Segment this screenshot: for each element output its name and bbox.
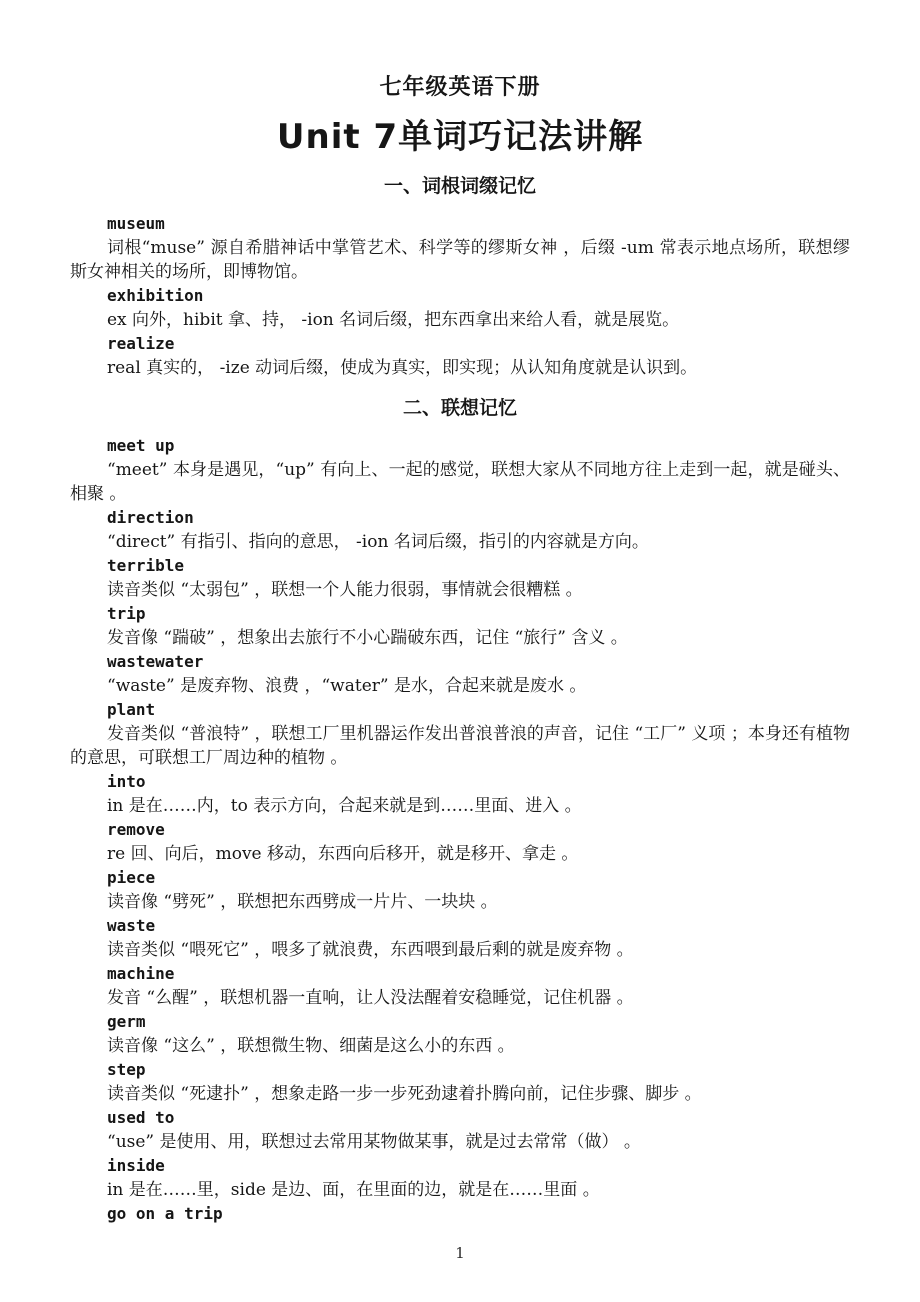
section: [70, 173, 850, 380]
vocab-entry: [70, 284, 850, 332]
entry-word: plant: [107, 700, 156, 719]
vocab-entry: [70, 962, 850, 1010]
entry-word: meet up: [107, 436, 175, 455]
entry-desc: 读音类似 “喂死它” ，喂多了就浪费，东西喂到最后剩的就是废弃物 。: [107, 940, 634, 960]
vocab-entry: [70, 332, 850, 380]
entry-word: inside: [107, 1156, 165, 1175]
entry-desc: 读音类似 “死逮扑” ，想象走路一步一步死劲逮着扑腾向前，记住步骤、脚步 。: [107, 1084, 702, 1104]
entry-desc: 读音类似 “太弱包” ，联想一个人能力很弱，事情就会很糟糕 。: [107, 580, 583, 600]
entry-desc: real 真实的， -ize 动词后缀，使成为真实，即实现；从认知角度就是认识到。: [107, 358, 698, 378]
entry-desc: 读音像 “劈死” ，联想把东西劈成一片片、一块块 。: [107, 892, 498, 912]
entry-desc: ex 向外，hibit 拿、持， -ion 名词后缀，把东西拿出来给人看，就是展览。: [107, 310, 680, 330]
doc-subtitle: 七年级英语下册: [379, 75, 541, 100]
vocab-entry: [70, 1106, 850, 1154]
section-heading: 二、联想记忆: [402, 397, 517, 419]
entry-desc: 发音像 “踹破” ，想象出去旅行不小心踹破东西，记住 “旅行” 含义 。: [107, 628, 628, 648]
entry-word: into: [107, 772, 146, 791]
sections: [70, 173, 850, 1226]
entry-desc: in 是在……内，to 表示方向，合起来就是到……里面、进入 。: [107, 796, 582, 816]
vocab-entry: [70, 866, 850, 914]
entry-word: go on a trip: [107, 1204, 223, 1223]
vocab-entry: [70, 434, 850, 506]
entry-desc: 发音 “么醒” ，联想机器一直响，让人没法醒着安稳睡觉，记住机器 。: [107, 988, 634, 1008]
entry-desc: “meet” 本身是遇见，“up” 有向上、一起的感觉，联想大家从不同地方往上走到一起，就是碰头、相聚 。: [70, 460, 850, 504]
entry-word: germ: [107, 1012, 146, 1031]
section: [70, 395, 850, 1226]
entry-word: piece: [107, 868, 156, 887]
entry-desc: “direct” 有指引、指向的意思， -ion 名词后缀，指引的内容就是方向。: [107, 532, 649, 552]
entry-desc: in 是在……里，side 是边、面，在里面的边，就是在……里面 。: [107, 1180, 600, 1200]
entry-list: [70, 434, 850, 1226]
entry-desc: 词根“muse” 源自希腊神话中掌管艺术、科学等的缪斯女神 ，后缀 -um 常表示地点场所，联想缪斯女神相关的场所，即博物馆。: [70, 238, 850, 282]
vocab-entry: [70, 602, 850, 650]
entry-word: remove: [107, 820, 165, 839]
entry-list: [70, 212, 850, 380]
entry-word: waste: [107, 916, 156, 935]
vocab-entry: [70, 770, 850, 818]
entry-word: machine: [107, 964, 175, 983]
entry-word: trip: [107, 604, 146, 623]
entry-word: exhibition: [107, 286, 204, 305]
entry-word: museum: [107, 214, 165, 233]
entry-word: wastewater: [107, 652, 204, 671]
entry-desc: 读音像 “这么” ，联想微生物、细菌是这么小的东西 。: [107, 1036, 515, 1056]
vocab-entry: [70, 212, 850, 284]
entry-word: direction: [107, 508, 194, 527]
vocab-entry: [70, 1154, 850, 1202]
vocab-entry: [70, 650, 850, 698]
vocab-entry: [70, 554, 850, 602]
entry-desc: re 回、向后，move 移动，东西向后移开，就是移开、拿走 。: [107, 844, 579, 864]
section-heading: 一、词根词缀记忆: [383, 175, 536, 197]
page-number: 1: [455, 1244, 465, 1262]
vocab-entry: [70, 506, 850, 554]
entry-word: terrible: [107, 556, 185, 575]
vocab-entry: [70, 914, 850, 962]
vocab-entry: [70, 1010, 850, 1058]
entry-word: realize: [107, 334, 175, 353]
entry-word: used to: [107, 1108, 175, 1127]
vocab-entry: [70, 818, 850, 866]
entry-desc: “use” 是使用、用，联想过去常用某物做某事，就是过去常常（做） 。: [107, 1132, 641, 1152]
doc-title: Unit 7单词巧记法讲解: [276, 117, 644, 157]
entry-desc: “waste” 是废弃物、浪费 ，“water” 是水，合起来就是废水 。: [107, 676, 587, 696]
entry-desc: 发音类似 “普浪特” ，联想工厂里机器运作发出普浪普浪的声音，记住 “工厂” 义项 ；本身还有植物的意思，可联想工厂周边种的植物 。: [70, 724, 850, 768]
vocab-entry: [70, 1202, 850, 1226]
vocab-entry: [70, 1058, 850, 1106]
vocab-entry: [70, 698, 850, 770]
entry-word: step: [107, 1060, 146, 1079]
